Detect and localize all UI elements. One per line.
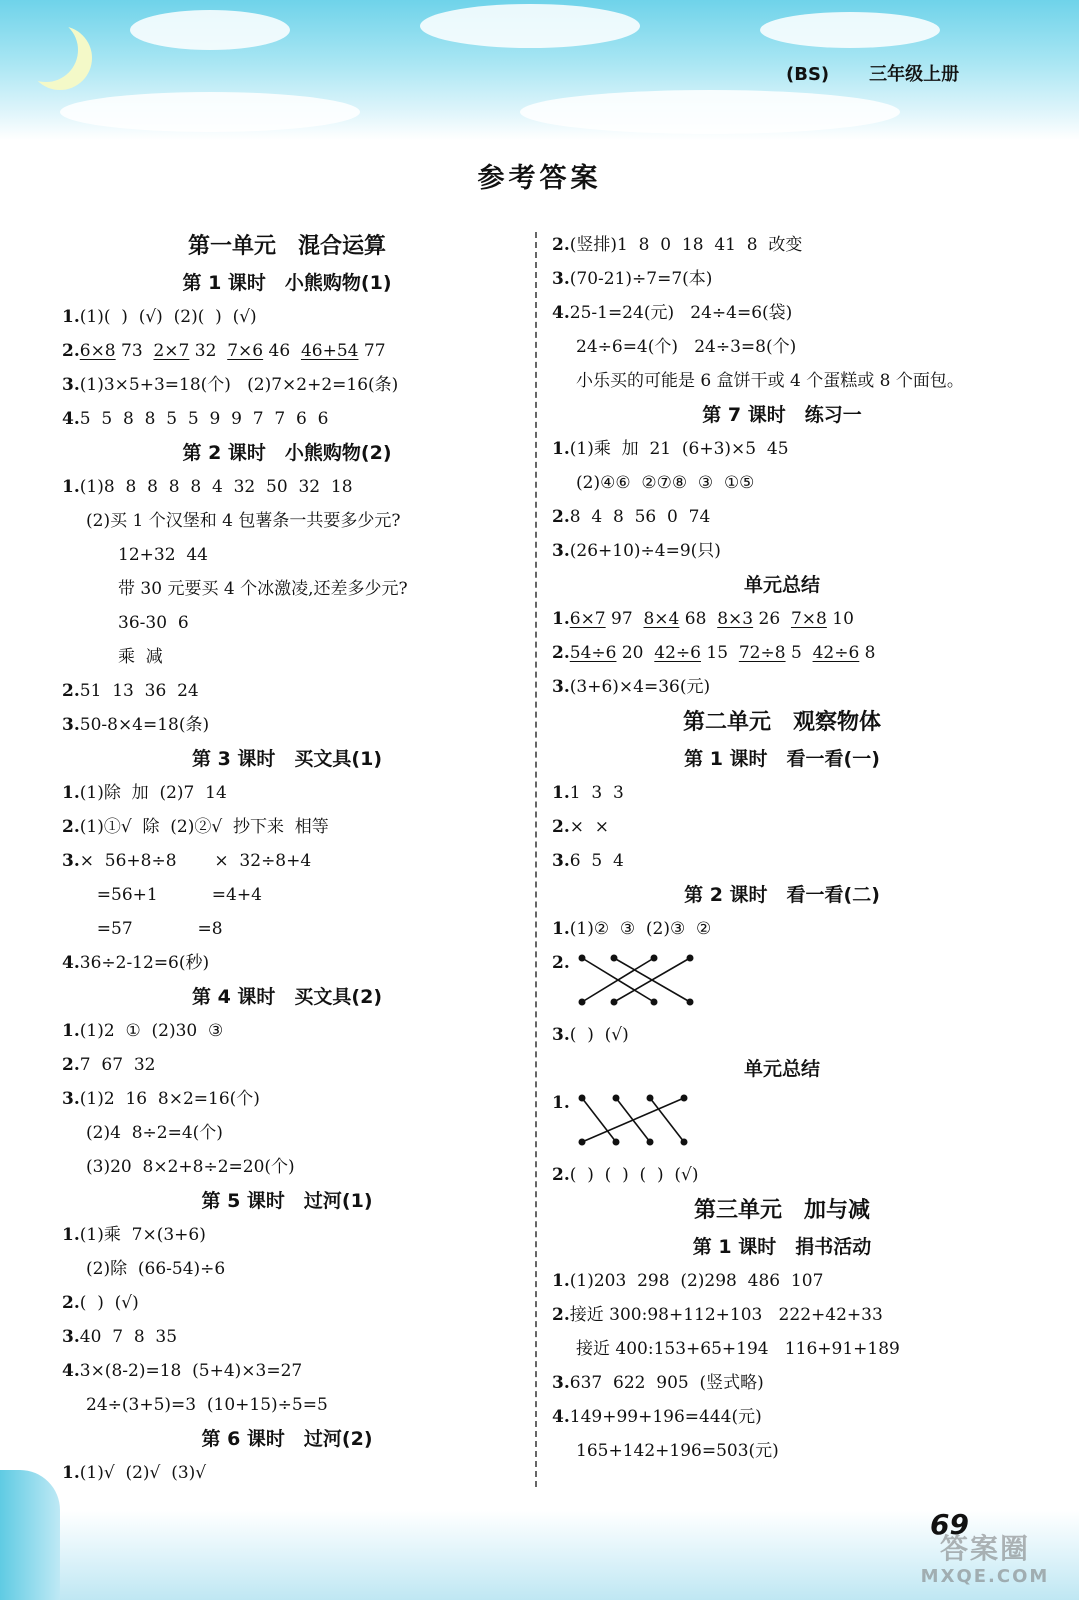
answer-continuation [62, 878, 512, 912]
unit-heading: 第三单元 加与减 [693, 1198, 870, 1223]
answer-value: 26 [753, 609, 791, 629]
answer-line [552, 296, 1012, 330]
question-number: 2. [552, 817, 570, 837]
answer-text: 6 5 4 [569, 851, 624, 871]
question-number: 2. [62, 341, 80, 361]
question-number: 4. [62, 1361, 80, 1381]
dot-top [579, 1095, 586, 1102]
answer-continuation [552, 1434, 1012, 1468]
answer-line [62, 1048, 512, 1082]
answer-text: 1 3 3 [569, 783, 624, 803]
underlined-expression: 8×3 [717, 609, 754, 629]
answer-continuation [552, 1332, 1012, 1366]
answer-continuation [62, 606, 512, 640]
question-number: 2. [552, 1165, 570, 1185]
answer-text: 36-30 6 [118, 613, 189, 633]
answer-line [62, 1354, 512, 1388]
dot-bottom [681, 1139, 688, 1146]
question-number: 4. [552, 1407, 570, 1427]
question-number: 2. [552, 1305, 570, 1325]
answer-text: (3+6)×4=36(元) [569, 677, 711, 697]
answer-text: 12+32 44 [118, 545, 208, 565]
underlined-expression: 8×4 [643, 609, 680, 629]
answer-continuation [62, 1150, 512, 1184]
book-label [786, 60, 959, 86]
answer-text: 小乐买的可能是 6 盒饼干或 4 个蛋糕或 8 个面包。 [576, 371, 964, 391]
answer-line [62, 300, 512, 334]
answer-line [552, 228, 1012, 262]
answer-continuation [62, 504, 512, 538]
answer-line [62, 708, 512, 742]
underlined-expression: 72÷8 [738, 643, 786, 663]
answer-line [552, 776, 1012, 810]
answer-text: 接近 300:98+112+103 222+42+33 [569, 1305, 883, 1325]
dot-bottom [579, 999, 586, 1006]
question-number: 3. [62, 1327, 80, 1347]
answer-text: (2)买 1 个汉堡和 4 包薯条一共要多少元? [86, 511, 401, 531]
underlined-expression: 2×7 [153, 341, 190, 361]
answer-line [62, 674, 512, 708]
moon-icon [14, 18, 78, 82]
answer-line [62, 946, 512, 980]
answer-text: (1)乘 7×(3+6) [79, 1225, 206, 1245]
underlined-expression: 7×6 [227, 341, 264, 361]
question-number: 4. [552, 303, 570, 323]
answer-text: 637 622 905 (竖式略) [569, 1373, 764, 1393]
watermark [910, 1532, 1060, 1592]
dot-top [651, 955, 658, 962]
answer-continuation [62, 572, 512, 606]
watermark-url: MXQE.COM [920, 1566, 1050, 1587]
column-divider [535, 232, 537, 1487]
answer-text: (竖排)1 8 0 18 41 8 改变 [569, 235, 803, 255]
answer-line [552, 1298, 1012, 1332]
question-number: 1. [552, 439, 570, 459]
dot-bottom [613, 1139, 620, 1146]
answer-text: × 56+8÷8 × 32÷8+4 [79, 851, 312, 871]
answer-line [552, 912, 1012, 946]
answer-diagram-row [552, 946, 1012, 1018]
lesson-heading: 第 2 课时 小熊购物(2) [182, 442, 392, 464]
answer-text: (70-21)÷7=7(本) [569, 269, 713, 289]
answer-text: 24÷(3+5)=3 (10+15)÷5=5 [86, 1395, 328, 1415]
answer-text: 带 30 元要买 4 个冰激凌,还差多少元? [118, 579, 408, 599]
answer-line [552, 810, 1012, 844]
cloud-decoration [420, 4, 640, 48]
question-number: 1. [552, 1093, 570, 1113]
matching-diagram [572, 1086, 712, 1156]
answer-text: ( ) ( ) ( ) (√) [569, 1165, 699, 1185]
answer-value: 77 [358, 341, 386, 361]
answer-text: 8 4 8 56 0 74 [569, 507, 711, 527]
answer-text: (1)除 加 (2)7 14 [79, 783, 227, 803]
underlined-expression: 6×7 [569, 609, 606, 629]
page-number: 69 [930, 1508, 969, 1541]
lesson-heading: 第 2 课时 看一看(二) [684, 884, 880, 906]
answer-text: (1)√ (2)√ (3)√ [79, 1463, 207, 1483]
question-number: 3. [62, 851, 80, 871]
answer-text: (1)2 16 8×2=16(个) [79, 1089, 260, 1109]
answer-text: 165+142+196=503(元) [576, 1441, 779, 1461]
answer-text: (1)203 298 (2)298 486 107 [569, 1271, 824, 1291]
dot-top [687, 955, 694, 962]
answer-text: 3×(8-2)=18 (5+4)×3=27 [79, 1361, 303, 1381]
answer-line [62, 776, 512, 810]
answer-continuation [552, 364, 1012, 398]
lesson-heading: 第 5 课时 过河(1) [201, 1190, 373, 1212]
answer-value: 10 [826, 609, 854, 629]
underlined-expression: 6×8 [79, 341, 116, 361]
edition-label: (BS) [786, 64, 830, 85]
dot-top [681, 1095, 688, 1102]
cloud-decoration [760, 12, 940, 48]
answer-continuation [62, 640, 512, 674]
answer-text: (2)除 (66-54)÷6 [86, 1259, 226, 1279]
dot-top [613, 1095, 620, 1102]
answer-line [552, 1400, 1012, 1434]
question-number: 2. [552, 507, 570, 527]
answer-line [552, 500, 1012, 534]
answer-text: (1)3×5+3=18(个) (2)7×2+2=16(条) [79, 375, 399, 395]
left-column [62, 228, 512, 1490]
answer-line [62, 1320, 512, 1354]
answer-text: 接近 400:153+65+194 116+91+189 [576, 1339, 900, 1359]
question-number: 3. [62, 715, 80, 735]
lesson-heading: 第 4 课时 买文具(2) [191, 986, 383, 1008]
lesson-heading: 第 1 课时 看一看(一) [684, 748, 880, 770]
dot-top [579, 955, 586, 962]
answer-continuation [62, 1252, 512, 1286]
answer-line [552, 1018, 1012, 1052]
answer-text: =56+1 =4+4 [86, 885, 262, 905]
answer-line [552, 534, 1012, 568]
answer-text: 25-1=24(元) 24÷4=6(袋) [569, 303, 793, 323]
unit-heading: 第二单元 观察物体 [682, 710, 881, 735]
cloud-decoration [130, 10, 290, 50]
answer-line [62, 1014, 512, 1048]
answer-line [552, 432, 1012, 466]
answer-line [552, 1264, 1012, 1298]
question-number: 3. [552, 851, 570, 871]
grade-label: 三年级上册 [869, 64, 960, 85]
page-title: 参考答案 [477, 163, 602, 194]
answer-continuation [62, 1116, 512, 1150]
answer-line [62, 368, 512, 402]
question-number: 2. [62, 1055, 80, 1075]
answer-text: 36÷2-12=6(秒) [79, 953, 210, 973]
lesson-heading: 第 6 课时 过河(2) [201, 1428, 373, 1450]
answer-line [62, 844, 512, 878]
lesson-heading: 单元总结 [743, 574, 820, 596]
footer-corner-decoration [0, 1470, 60, 1600]
lesson-heading: 单元总结 [743, 1058, 820, 1080]
answer-line [62, 1218, 512, 1252]
answer-value: 68 [679, 609, 718, 629]
lesson-heading: 第 1 课时 捐书活动 [692, 1236, 872, 1258]
dot-top [647, 1095, 654, 1102]
answer-line [62, 1286, 512, 1320]
answer-line [552, 602, 1012, 636]
question-number: 1. [552, 919, 570, 939]
answer-line [552, 670, 1012, 704]
answer-text: =57 =8 [86, 919, 223, 939]
answer-text: (1)乘 加 21 (6+3)×5 45 [569, 439, 789, 459]
answer-line [552, 1366, 1012, 1400]
question-number: 4. [62, 953, 80, 973]
answer-value: 5 [785, 643, 813, 663]
answer-text: 24÷6=4(个) 24÷3=8(个) [576, 337, 797, 357]
dot-bottom [687, 999, 694, 1006]
question-number: 3. [62, 375, 80, 395]
answer-continuation [552, 330, 1012, 364]
question-number: 1. [552, 1271, 570, 1291]
answer-text: (2)④⑥ ②⑦⑧ ③ ①⑤ [576, 473, 755, 493]
question-number: 3. [552, 1025, 570, 1045]
underlined-expression: 46+54 [300, 341, 359, 361]
answer-diagram-row [552, 1086, 1012, 1158]
question-number: 1. [62, 1225, 80, 1245]
answer-text: 149+99+196=444(元) [569, 1407, 762, 1427]
dot-bottom [611, 999, 618, 1006]
question-number: 2. [552, 235, 570, 255]
answer-line [552, 636, 1012, 670]
answer-text: (1)①√ 除 (2)②√ 抄下来 相等 [79, 817, 329, 837]
underlined-expression: 42÷6 [812, 643, 860, 663]
answer-text: 乘 减 [118, 647, 163, 667]
answer-text: 7 67 32 [79, 1055, 156, 1075]
question-number: 3. [552, 1373, 570, 1393]
question-number: 3. [552, 677, 570, 697]
answer-value: 20 [616, 643, 655, 663]
answer-text: 5 5 8 8 5 5 9 9 7 7 6 6 [79, 409, 329, 429]
answer-continuation [62, 538, 512, 572]
cloud-decoration [60, 92, 360, 132]
question-number: 1. [62, 783, 80, 803]
answer-text: 51 13 36 24 [79, 681, 199, 701]
answer-line [552, 844, 1012, 878]
answer-continuation [552, 466, 1012, 500]
question-number: 2. [62, 817, 80, 837]
answer-value: 73 [115, 341, 154, 361]
question-number: 3. [552, 269, 570, 289]
answer-text: (26+10)÷4=9(只) [569, 541, 721, 561]
answer-text: (3)20 8×2+8÷2=20(个) [86, 1157, 295, 1177]
question-number: 2. [62, 681, 80, 701]
underlined-expression: 54÷6 [569, 643, 617, 663]
lesson-heading: 第 7 课时 练习一 [702, 404, 862, 426]
question-number: 2. [552, 643, 570, 663]
answer-value: 15 [701, 643, 739, 663]
answer-continuation [62, 912, 512, 946]
answer-line [552, 262, 1012, 296]
matching-diagram [572, 946, 712, 1016]
answer-value: 8 [859, 643, 876, 663]
dot-bottom [651, 999, 658, 1006]
dot-bottom [579, 1139, 586, 1146]
answer-text: (1)( ) (√) (2)( ) (√) [79, 307, 257, 327]
answer-line [62, 334, 512, 368]
answer-value: 46 [263, 341, 301, 361]
answer-text: (1)2 ① (2)30 ③ [79, 1021, 224, 1041]
dot-bottom [647, 1139, 654, 1146]
question-number: 1. [62, 477, 80, 497]
dot-top [611, 955, 618, 962]
question-number: 1. [62, 1463, 80, 1483]
answer-text: ( ) (√) [79, 1293, 139, 1313]
underlined-expression: 42÷6 [654, 643, 701, 663]
answer-text: × × [569, 817, 610, 837]
question-number: 1. [62, 1021, 80, 1041]
answer-text: (1)8 8 8 8 8 4 32 50 32 18 [79, 477, 353, 497]
answer-line [62, 1082, 512, 1116]
connector-line [582, 1098, 684, 1142]
question-number: 1. [552, 783, 570, 803]
answer-continuation [62, 1388, 512, 1422]
answer-line [62, 470, 512, 504]
question-number: 2. [62, 1293, 80, 1313]
question-number: 2. [552, 953, 570, 973]
watermark-text: 答案圈 [939, 1532, 1030, 1565]
question-number: 4. [62, 409, 80, 429]
answer-text: ( ) (√) [569, 1025, 629, 1045]
question-number: 3. [552, 541, 570, 561]
answer-text: (2)4 8÷2=4(个) [86, 1123, 223, 1143]
underlined-expression: 7×8 [790, 609, 827, 629]
question-number: 1. [552, 609, 570, 629]
answer-line [62, 1456, 512, 1490]
unit-heading: 第一单元 混合运算 [187, 234, 386, 259]
question-number: 3. [62, 1089, 80, 1109]
answer-line [62, 810, 512, 844]
answer-value: 97 [605, 609, 644, 629]
answer-line [552, 1158, 1012, 1192]
cloud-decoration [520, 90, 900, 134]
answer-line [62, 402, 512, 436]
answer-text: 50-8×4=18(条) [79, 715, 210, 735]
question-number: 1. [62, 307, 80, 327]
right-column [552, 228, 1012, 1468]
answer-text: (1)② ③ (2)③ ② [569, 919, 712, 939]
lesson-heading: 第 1 课时 小熊购物(1) [182, 272, 392, 294]
answer-text: 40 7 8 35 [79, 1327, 178, 1347]
answer-value: 32 [189, 341, 228, 361]
lesson-heading: 第 3 课时 买文具(1) [191, 748, 383, 770]
